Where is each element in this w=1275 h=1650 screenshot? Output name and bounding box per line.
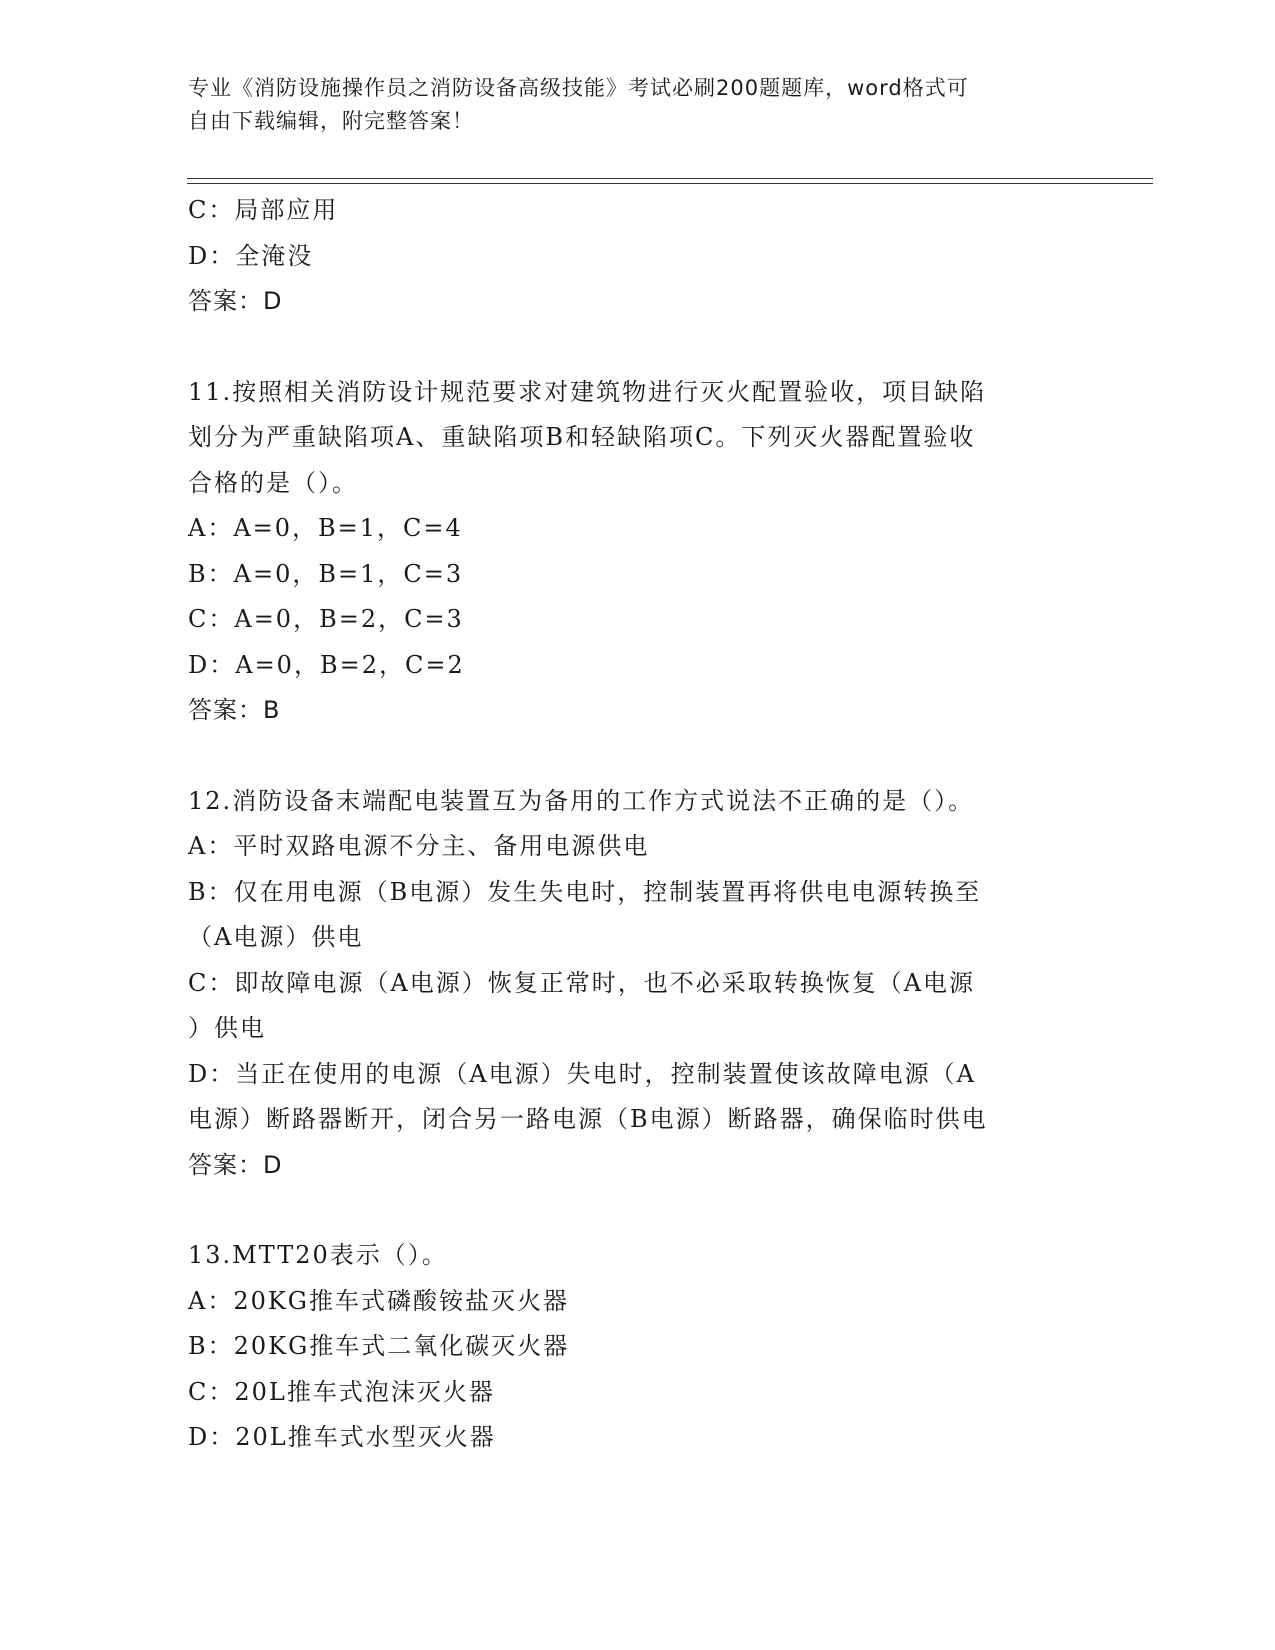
option-b-line-1: B：仅在用电源（B电源）发生失电时，控制装置再将供电电源转换至 — [188, 877, 982, 906]
option-d: D：20L推车式水型灭火器 — [188, 1423, 496, 1451]
option-b: B：A=0，B=1，C=3 — [188, 559, 464, 588]
option-a: A：平时双路电源不分主、备用电源供电 — [188, 832, 650, 860]
option-a: A：20KG推车式磷酸铵盐灭火器 — [188, 1286, 569, 1315]
option-d-line-1: D：当正在使用的电源（A电源）失电时，控制装置使该故障电源（A — [188, 1059, 976, 1088]
document-body — [188, 188, 1088, 1461]
answer-line: 答案：D — [188, 1150, 283, 1179]
option-c-line-1: C：即故障电源（A电源）恢复正常时，也不必采取转换恢复（A电源 — [188, 968, 976, 997]
header-divider-top — [187, 178, 1153, 179]
question-stem-line-3: 合格的是（）。 — [188, 468, 358, 497]
question-11 — [188, 370, 1088, 734]
option-c: C：20L推车式泡沫灭火器 — [188, 1377, 495, 1406]
option-b: B：20KG推车式二氧化碳灭火器 — [188, 1332, 570, 1360]
header-line-1: 专业《消防设施操作员之消防设备高级技能》考试必刷200题题库，word格式可 — [188, 76, 969, 100]
header-divider-bottom — [187, 183, 1153, 184]
option-d-line-2: 电源）断路器断开，闭合另一路电源（B电源）断路器，确保临时供电 — [188, 1105, 988, 1133]
question-stem: 13.MTT20表示（）。 — [188, 1241, 448, 1269]
option-c-line-2: ）供电 — [188, 1014, 266, 1042]
option-d: D：A=0，B=2，C=2 — [188, 650, 465, 679]
answer-line: 答案：B — [188, 696, 281, 724]
answer-line: 答案：D — [188, 287, 283, 315]
option-a: A：A=0，B=1，C=4 — [188, 514, 463, 542]
header-line-2: 自由下载编辑，附完整答案！ — [188, 109, 474, 133]
spacer — [188, 1188, 1088, 1233]
spacer — [188, 325, 1088, 370]
question-stem-line-1: 11.按照相关消防设计规范要求对建筑物进行灭火配置验收，项目缺陷 — [188, 377, 987, 406]
question-stem: 12.消防设备末端配电装置互为备用的工作方式说法不正确的是（）。 — [188, 786, 975, 815]
option-c: C：A=0，B=2，C=3 — [188, 605, 464, 633]
question-13 — [188, 1233, 1088, 1461]
question-10-tail — [188, 188, 1088, 325]
spacer — [188, 734, 1088, 779]
option-b-line-2: （A电源）供电 — [188, 923, 364, 951]
option-c: C：局部应用 — [188, 196, 339, 224]
page-header — [188, 72, 1068, 138]
question-12 — [188, 779, 1088, 1189]
question-stem-line-2: 划分为严重缺陷项A、重缺陷项B和轻缺陷项C。下列灭火器配置验收 — [188, 423, 976, 451]
option-d: D：全淹没 — [188, 241, 314, 270]
